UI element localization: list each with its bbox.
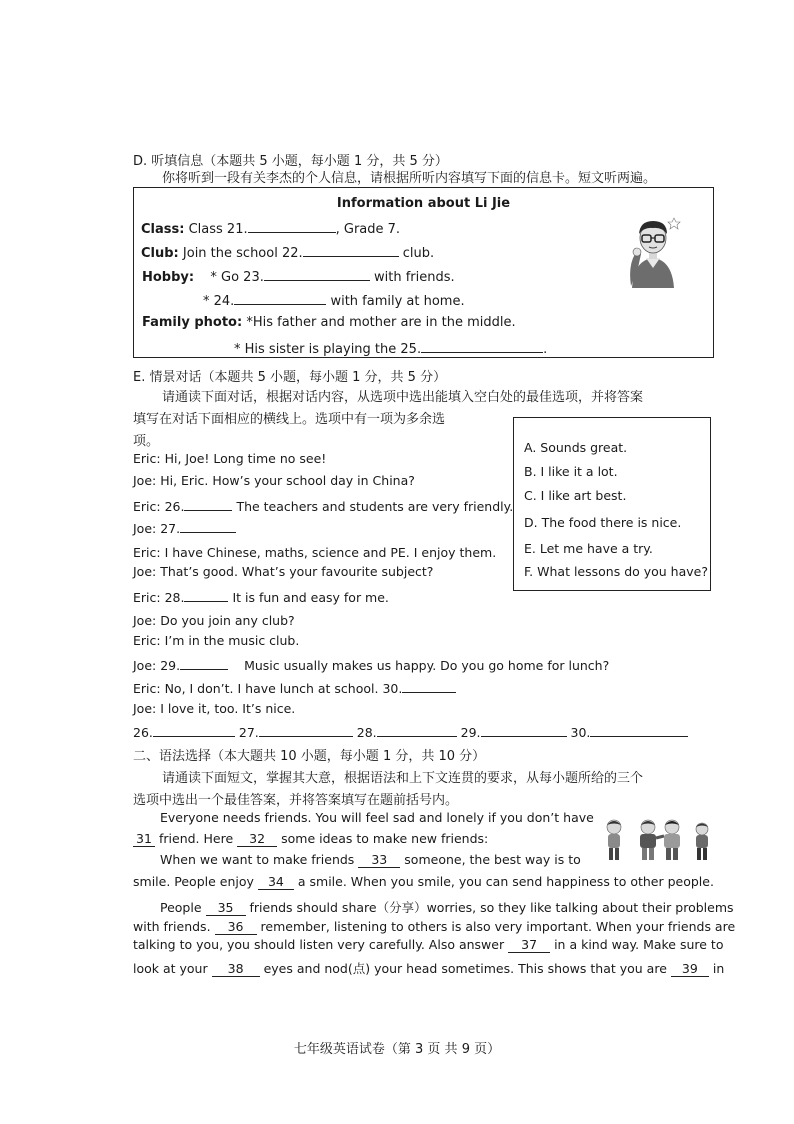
dialogue-line-28 <box>133 588 389 605</box>
club-label: Club: <box>141 246 179 261</box>
passage-text: friends should share（分享）worries, so they like talking about their problems <box>249 900 734 915</box>
passage-line <box>133 959 724 977</box>
hobby2-pre: * 24. <box>203 294 235 309</box>
hobby1-post: with friends. <box>374 270 455 285</box>
hobby-row-2 <box>203 291 465 309</box>
answer-blank-27[interactable] <box>259 723 353 737</box>
section-d-instruction: 你将听到一段有关李杰的个人信息，请根据所听内容填写下面的信息卡。短文听两遍。 <box>162 171 657 186</box>
answer-label-29: 29. <box>460 725 481 740</box>
blank-38[interactable]: 38 <box>212 962 260 977</box>
passage-line <box>133 937 723 953</box>
option-c: C. I like art best. <box>524 488 627 503</box>
photo-post: . <box>543 342 548 357</box>
dialogue-line: Joe: I love it, too. It’s nice. <box>133 701 296 716</box>
blank-27[interactable] <box>180 519 236 533</box>
dialogue-speaker: Joe: 29. <box>133 658 181 673</box>
answer-row <box>133 723 688 740</box>
dialogue-line-27 <box>133 519 236 536</box>
club-post: club. <box>402 246 435 261</box>
dialogue-text: Music usually makes us happy. Do you go home for lunch? <box>244 658 610 673</box>
dialogue-text: Eric: No, I don’t. I have lunch at school. 30. <box>133 681 403 696</box>
answer-blank-29[interactable] <box>481 723 567 737</box>
blank-28[interactable] <box>184 588 228 602</box>
answer-label-28: 28. <box>356 725 377 740</box>
passage-text: remember, listening to others is also very important. When your friends are <box>260 919 736 934</box>
blank-39[interactable]: 39 <box>671 962 709 977</box>
club-pre: Join the school 22. <box>182 246 303 261</box>
class-label: Class: <box>141 222 185 237</box>
part2-instruction-2: 选项中选出一个最佳答案，并将答案填写在题前括号内。 <box>133 793 459 808</box>
photo-line-1: *His father and mother are in the middle. <box>246 315 516 330</box>
section-e-instruction-2: 填写在对话下面相应的横线上。选项中有一项为多余选 <box>133 412 446 427</box>
passage-text: a smile. When you smile, you can send happiness to other people. <box>297 874 714 889</box>
answer-label-26: 26. <box>133 725 153 740</box>
boy-with-glasses-illustration <box>622 216 684 288</box>
photo-row-2 <box>234 339 547 357</box>
dialogue-text: The teachers and students are very friendly. <box>236 499 514 514</box>
blank-36[interactable]: 36 <box>215 920 257 935</box>
part2-instruction-1: 请通读下面短文，掌握其大意，根据语法和上下文连贯的要求，从每小题所给的三个 <box>162 771 644 786</box>
info-card-title: Information about Li Jie <box>336 196 511 211</box>
photo-row-1 <box>142 315 516 330</box>
passage-line <box>160 852 581 868</box>
answer-label-30: 30. <box>570 725 591 740</box>
dialogue-line-26 <box>133 497 513 514</box>
dialogue-line: Eric: I’m in the music club. <box>133 633 300 648</box>
answer-blank-26[interactable] <box>153 723 235 737</box>
dialogue-line-30 <box>133 679 456 696</box>
answer-blank-28[interactable] <box>377 723 457 737</box>
section-e-instruction-1: 请通读下面对话，根据对话内容，从选项中选出能填入空白处的最佳选项，并将答案 <box>162 390 644 405</box>
hobby2-post: with family at home. <box>330 294 465 309</box>
blank-33[interactable]: 33 <box>358 853 400 868</box>
passage-line <box>160 898 734 916</box>
answer-label-27: 27. <box>238 725 259 740</box>
blank-35[interactable]: 35 <box>206 901 246 916</box>
answer-blank-30[interactable] <box>590 723 688 737</box>
photo-label: Family photo: <box>142 315 243 330</box>
class-post: , Grade 7. <box>335 222 401 237</box>
blank-30[interactable] <box>402 679 456 693</box>
options-box <box>513 417 711 591</box>
section-d-heading: D. 听填信息（本题共 5 小题，每小题 1 分，共 5 分） <box>133 154 448 169</box>
blank-22[interactable] <box>303 243 399 257</box>
dialogue-speaker: Eric: 28. <box>133 590 185 605</box>
passage-text: someone, the best way is to <box>404 852 581 867</box>
class-pre: Class 21. <box>188 222 248 237</box>
dialogue-line: Eric: I have Chinese, maths, science and PE. I enjoy them. <box>133 545 497 560</box>
page-footer: 七年级英语试卷（第 3 页 共 9 页） <box>293 1042 501 1057</box>
section-e-instruction-3: 项。 <box>133 434 160 449</box>
passage-text: some ideas to make new friends: <box>281 831 489 846</box>
passage-text: in <box>712 961 725 976</box>
passage-text: When we want to make friends <box>160 852 355 867</box>
option-d: D. The food there is nice. <box>524 515 682 530</box>
class-row <box>141 219 400 237</box>
passage-text: friend. Here <box>158 831 234 846</box>
dialogue-line: Joe: Hi, Eric. How’s your school day in China? <box>133 473 415 488</box>
passage-text: with friends. <box>133 919 211 934</box>
blank-32[interactable]: 32 <box>237 832 277 847</box>
passage-line <box>133 831 488 847</box>
option-f: F. What lessons do you have? <box>524 564 708 579</box>
passage-text: look at your <box>133 961 208 976</box>
blank-21[interactable] <box>248 219 336 233</box>
passage-text: talking to you, you should listen very carefully. Also answer <box>133 937 505 952</box>
passage-text: in a kind way. Make sure to <box>554 937 724 952</box>
passage-text: People <box>160 900 202 915</box>
club-row <box>141 243 434 261</box>
children-illustration <box>600 818 718 862</box>
section-e-heading: E. 情景对话（本题共 5 小题，每小题 1 分，共 5 分） <box>133 370 447 385</box>
blank-31[interactable]: 31 <box>133 832 155 847</box>
passage-text: eyes and nod(点) your head sometimes. This shows that you are <box>263 961 667 976</box>
option-b: B. I like it a lot. <box>524 464 618 479</box>
dialogue-line-29 <box>133 656 609 673</box>
hobby-label: Hobby: <box>142 270 195 285</box>
passage-text: smile. People enjoy <box>133 874 254 889</box>
blank-29[interactable] <box>180 656 228 670</box>
passage-line <box>133 874 714 890</box>
dialogue-text: It is fun and easy for me. <box>232 590 389 605</box>
option-a: A. Sounds great. <box>524 440 628 455</box>
blank-37[interactable]: 37 <box>508 938 550 953</box>
blank-25[interactable] <box>421 339 543 353</box>
passage-line <box>133 919 735 935</box>
hobby-row-1 <box>142 267 455 285</box>
hobby1-pre: * Go 23. <box>210 270 264 285</box>
blank-26[interactable] <box>184 497 232 511</box>
dialogue-line: Joe: Do you join any club? <box>133 613 295 628</box>
passage-line: Everyone needs friends. You will feel sad and lonely if you don’t have <box>160 810 594 825</box>
blank-23[interactable] <box>264 267 370 281</box>
dialogue-line: Eric: Hi, Joe! Long time no see! <box>133 451 327 466</box>
blank-34[interactable]: 34 <box>258 875 294 890</box>
dialogue-speaker: Joe: 27. <box>133 521 181 536</box>
part2-heading: 二、语法选择（本大题共 10 小题，每小题 1 分，共 10 分） <box>133 749 486 764</box>
photo-line-2: * His sister is playing the 25. <box>234 342 422 357</box>
blank-24[interactable] <box>234 291 326 305</box>
option-e: E. Let me have a try. <box>524 541 653 556</box>
dialogue-speaker: Eric: 26. <box>133 499 185 514</box>
dialogue-line: Joe: That’s good. What’s your favourite subject? <box>133 564 434 579</box>
info-card <box>133 187 714 358</box>
